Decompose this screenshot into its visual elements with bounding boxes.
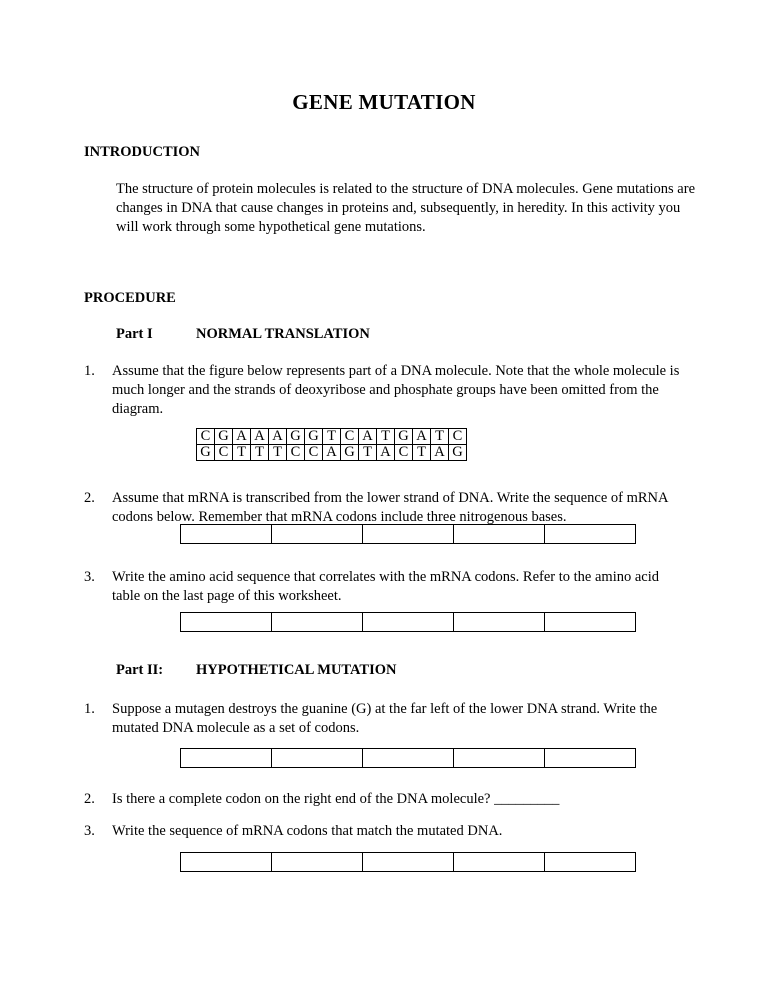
item-text: Assume that the figure below represents part of a DNA molecule. Note that the whole molecule is much longer and the strands of deoxyribose and phosphate groups have been omitted from the diagram.	[112, 363, 680, 417]
dna-base: C	[197, 429, 215, 445]
dna-base: T	[377, 429, 395, 445]
dna-base: C	[395, 445, 413, 461]
answer-box[interactable]	[454, 613, 545, 631]
item-number: 1.	[84, 363, 95, 379]
dna-base: G	[449, 445, 467, 461]
mutated-dna-answer-boxes	[180, 748, 636, 768]
answer-box[interactable]	[545, 613, 635, 631]
part2-title: HYPOTHETICAL MUTATION	[196, 662, 397, 678]
answer-box[interactable]	[545, 853, 635, 871]
part1-title: NORMAL TRANSLATION	[196, 326, 370, 342]
item-text: Is there a complete codon on the right end of the DNA molecule? _________	[112, 791, 560, 807]
dna-base: T	[269, 445, 287, 461]
dna-base: T	[233, 445, 251, 461]
item-number: 3.	[84, 823, 95, 839]
answer-box[interactable]	[272, 525, 363, 543]
answer-box[interactable]	[363, 749, 454, 767]
dna-base: G	[395, 429, 413, 445]
dna-base: T	[359, 445, 377, 461]
dna-base: A	[377, 445, 395, 461]
answer-box[interactable]	[272, 613, 363, 631]
dna-base: G	[341, 445, 359, 461]
dna-base: C	[341, 429, 359, 445]
dna-upper-strand	[197, 429, 467, 445]
dna-base: G	[215, 429, 233, 445]
dna-base: A	[251, 429, 269, 445]
dna-base: G	[305, 429, 323, 445]
answer-box[interactable]	[272, 749, 363, 767]
dna-base: T	[413, 445, 431, 461]
answer-box[interactable]	[363, 853, 454, 871]
dna-base: C	[305, 445, 323, 461]
answer-box[interactable]	[181, 525, 272, 543]
item-number: 1.	[84, 701, 95, 717]
part1-label: Part I	[116, 326, 153, 342]
answer-box[interactable]	[363, 525, 454, 543]
dna-base: A	[269, 429, 287, 445]
answer-box[interactable]	[181, 613, 272, 631]
dna-base: G	[197, 445, 215, 461]
answer-box[interactable]	[363, 613, 454, 631]
answer-box[interactable]	[181, 749, 272, 767]
item-number: 3.	[84, 569, 95, 585]
dna-base: A	[323, 445, 341, 461]
mrna-codon-answer-boxes	[180, 524, 636, 544]
dna-base: G	[287, 429, 305, 445]
dna-base: T	[251, 445, 269, 461]
item-text: Write the sequence of mRNA codons that match the mutated DNA.	[112, 823, 503, 839]
dna-base: A	[359, 429, 377, 445]
item-text: Assume that mRNA is transcribed from the lower strand of DNA. Write the sequence of mRNA codons below. Remember that mRNA codons include three nitrogenous bases.	[112, 490, 668, 525]
dna-lower-strand	[197, 445, 467, 461]
answer-box[interactable]	[272, 853, 363, 871]
dna-base: C	[215, 445, 233, 461]
answer-box[interactable]	[454, 525, 545, 543]
answer-box[interactable]	[545, 525, 635, 543]
dna-base: T	[431, 429, 449, 445]
answer-box[interactable]	[545, 749, 635, 767]
answer-box[interactable]	[454, 853, 545, 871]
amino-acid-answer-boxes	[180, 612, 636, 632]
mutated-mrna-answer-boxes	[180, 852, 636, 872]
item-text: Write the amino acid sequence that correlates with the mRNA codons. Refer to the amino acid table on the last page of this worksheet.	[112, 569, 660, 604]
introduction-text: The structure of protein molecules is related to the structure of DNA molecules. Gene mutations are changes in DNA that cause changes in proteins and, subsequently, in heredity. In this activity you will work through some hypothetical gene mutations.	[116, 181, 696, 235]
dna-strand-diagram	[196, 428, 467, 461]
dna-base: T	[323, 429, 341, 445]
item-text: Suppose a mutagen destroys the guanine (G) at the far left of the lower DNA strand. Write the mutated DNA molecule as a set of codons.	[112, 701, 658, 736]
page-title: GENE MUTATION	[292, 90, 476, 114]
part2-label: Part II:	[116, 662, 164, 678]
dna-base: A	[431, 445, 449, 461]
introduction-heading: INTRODUCTION	[84, 144, 201, 160]
dna-base: A	[413, 429, 431, 445]
answer-box[interactable]	[454, 749, 545, 767]
item-number: 2.	[84, 490, 95, 506]
dna-base: C	[287, 445, 305, 461]
answer-box[interactable]	[181, 853, 272, 871]
dna-base: A	[233, 429, 251, 445]
dna-base: C	[449, 429, 467, 445]
procedure-heading: PROCEDURE	[84, 290, 176, 306]
item-number: 2.	[84, 791, 95, 807]
